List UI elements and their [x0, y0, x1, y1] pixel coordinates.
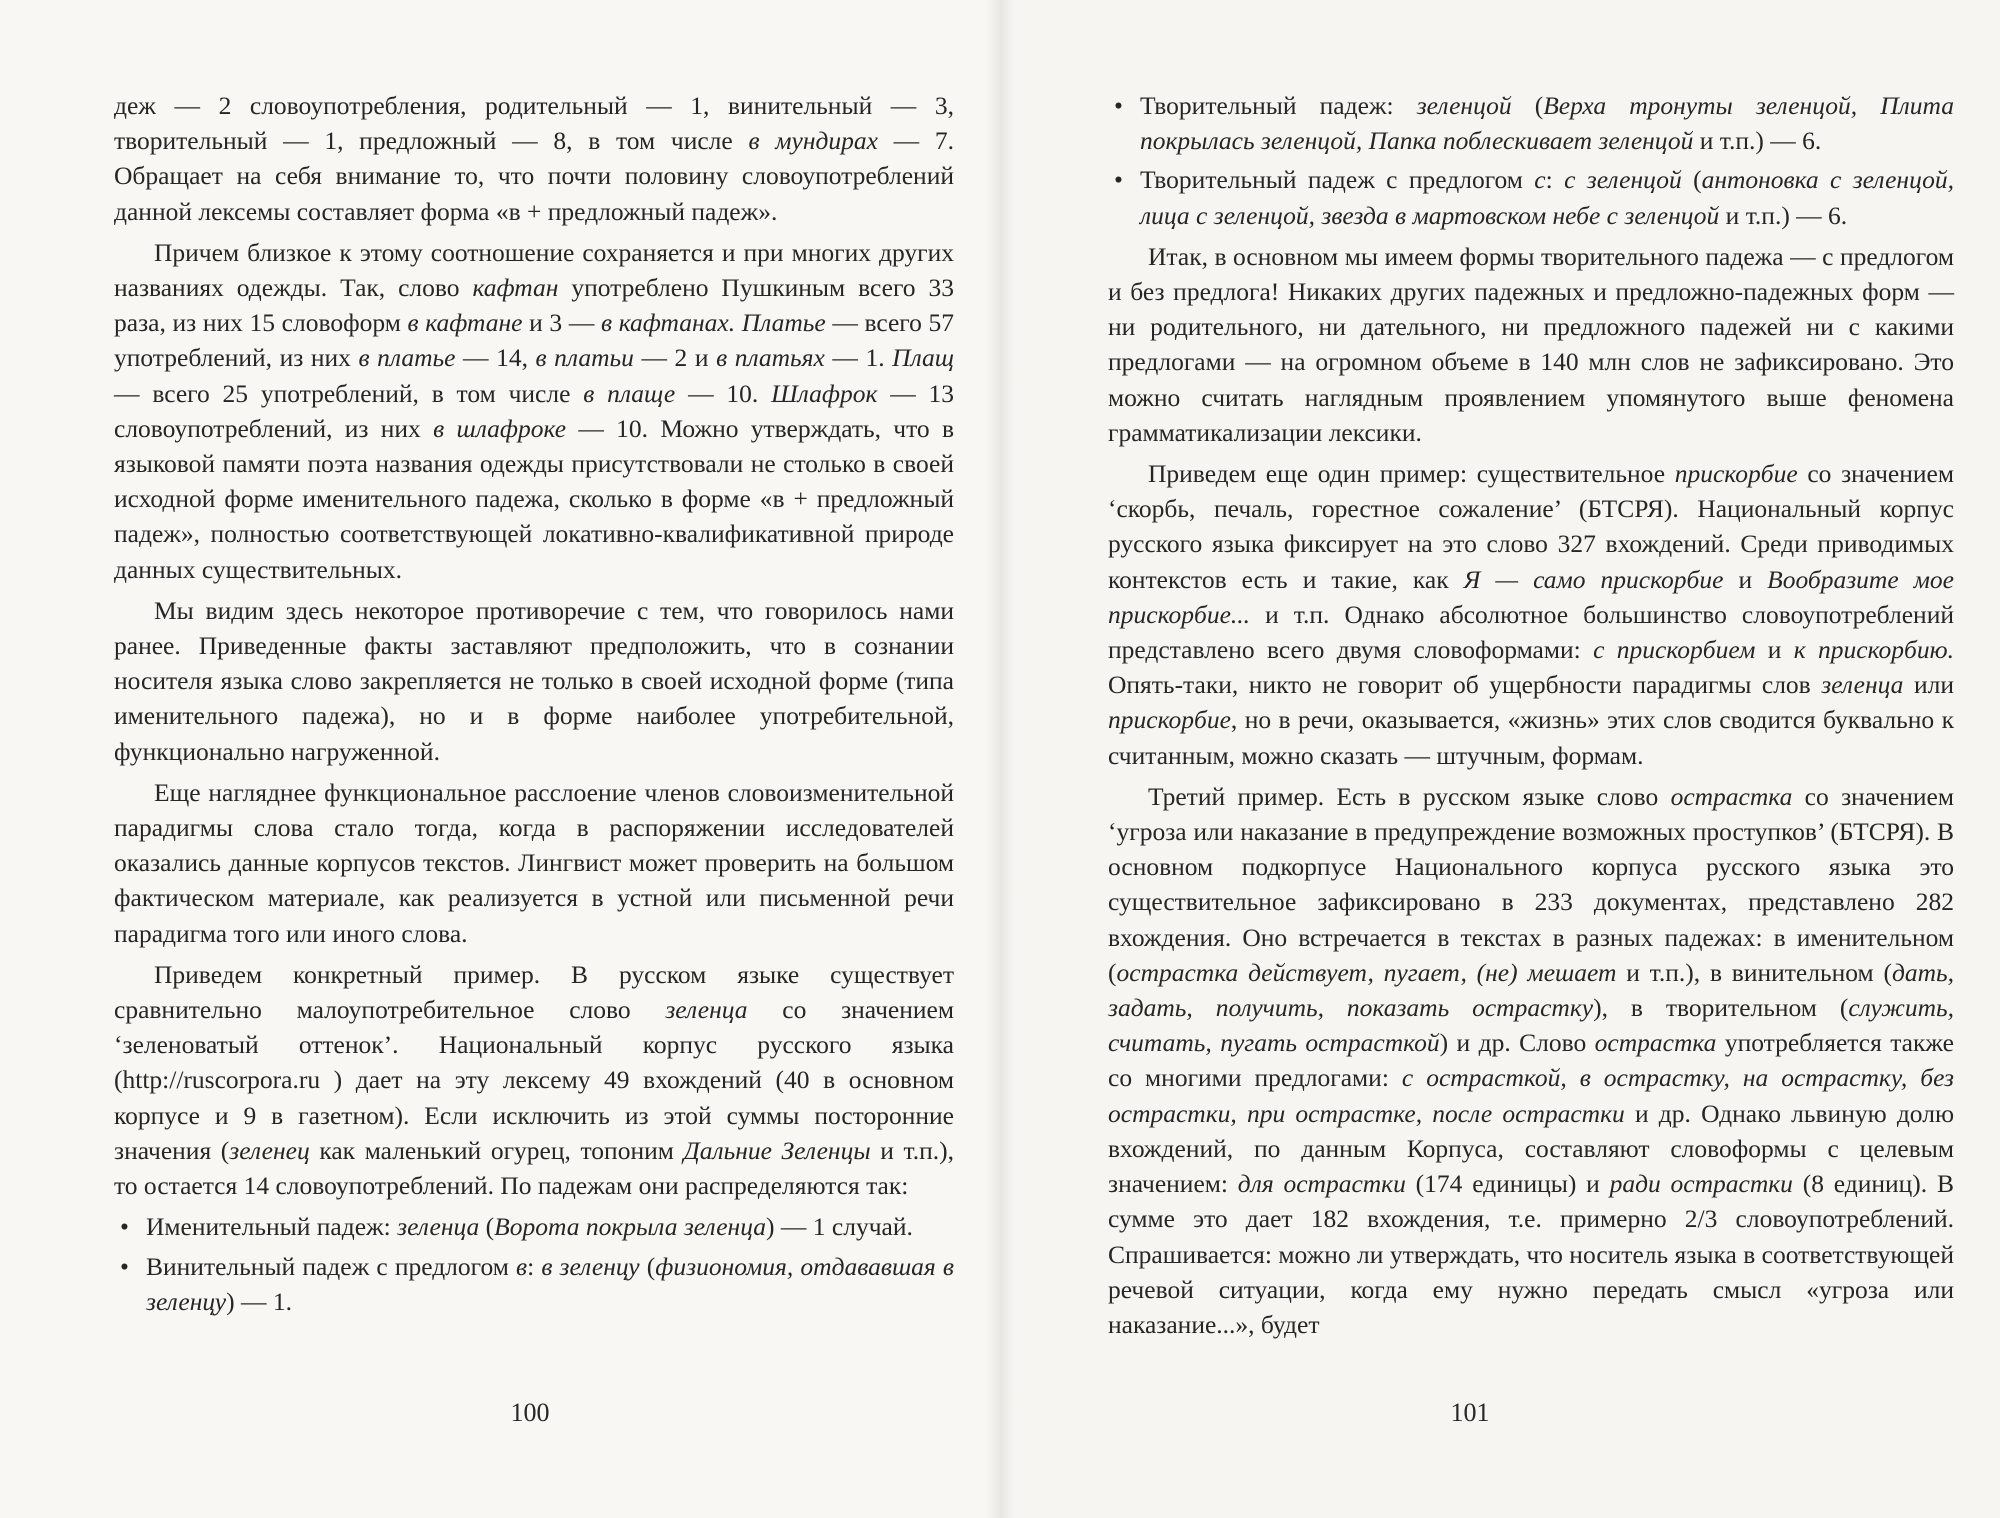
italic-phrase: в зеленцу — [541, 1251, 640, 1281]
italic-phrase: Ворота покрыла зеленца — [494, 1212, 767, 1242]
italic-phrase: зеленцой — [1416, 91, 1512, 120]
paragraph: Еще нагляднее функциональное расслоение членов словоизменительной парадигмы слова стало тогда, когда в распоряжении исследователей оказались данные корпусов текстов. Лингвист может проверить на большом фактическом материале, как реализуется в устной или письменной речи парадигма того или иного слова. — [114, 777, 954, 948]
italic-phrase: острастка — [1594, 1028, 1717, 1058]
bullet-icon: • — [1114, 165, 1123, 195]
italic-phrase: в плаще — [583, 378, 676, 408]
italic-phrase: в платье — [358, 343, 456, 373]
italic-phrase: прискорбие — [1108, 705, 1231, 735]
list-item: • Именительный падеж: зеленца (Ворота покрыла зеленца) — 1 случай. — [114, 1209, 954, 1244]
page-number-left: 100 — [510, 1398, 550, 1427]
italic-phrase: с зеленцой — [1564, 165, 1682, 195]
italic-phrase: кафтан — [472, 273, 559, 303]
italic-phrase: острастка — [1670, 781, 1793, 811]
italic-phrase: в кафтане — [407, 308, 523, 338]
bullet-list — [114, 1209, 954, 1319]
italic-phrase: к прискорбию. — [1793, 635, 1954, 665]
list-item: • Творительный падеж с предлогом с: с зеленцой (антоновка с зеленцой, лица с зеленцой, звезда в мартовском небе с зеленцой и т.п.) — 6. — [1108, 162, 1954, 232]
italic-phrase: для острастки — [1237, 1169, 1406, 1199]
bullet-icon: • — [120, 1212, 129, 1242]
paragraph: Причем близкое к этому соотношение сохраняется и при многих других названиях одежды. Так, слово кафтан употреблено Пушкиным всего 33 раза, из них 15 словоформ в кафтане и 3 — в кафтанах. Платье — всего 57 употреблений, из них в платье — 14, в платьи — 2 и в платьях — 1. Плащ — всего 25 употреблений, в том числе в плаще — 10. Шлафрок — 13 словоупотреблений, из них в шлафроке — 10. Можно утверждать, что в языковой памяти поэта названия одежды присутствовали не столько в своей исходной форме именительного падежа, сколько в форме «в + предложный падеж», полностью соответствующей локативно-квалификативной природе данных существительных. — [114, 237, 955, 584]
italic-phrase: Я — само прискорбие — [1463, 564, 1724, 594]
italic-phrase: Плащ — [892, 343, 955, 373]
italic-phrase: в — [516, 1251, 528, 1281]
bullet-icon: • — [120, 1251, 129, 1281]
paragraph: Приведем конкретный пример. В русском языке существует сравнительно малоупотребительное слово зеленца со значением ‘зеленоватый оттенок’. Национальный корпус русского языка (http://ruscorpora.ru ) дает на эту лексему 49 вхождений (40 в основном корпусе и 9 в газетном). Если исключить из этой суммы посторонние значения (зеленец как маленький огурец, топоним Дальние Зеленцы и т.п.), то остается 14 словоупотреблений. По падежам они распределяются так: — [114, 959, 954, 1201]
bullet-icon: • — [1114, 91, 1123, 120]
italic-phrase: Дальние Зеленцы — [683, 1135, 871, 1165]
right-page — [1000, 0, 2000, 1518]
italic-phrase: ради острастки — [1609, 1169, 1793, 1199]
italic-phrase: с прискорбием — [1593, 635, 1756, 665]
italic-phrase: с — [1534, 165, 1546, 195]
paragraph: Итак, в основном мы имеем формы творительного падежа — с предлогом и без предлога! Никаких других падежных и предложно-падежных форм — ни родительного, ни дательного, ни предложного падежей ни с какими предлогами — на огромном объеме в 140 млн слов не зафиксировано. Это можно считать наглядным проявлением упомянутого выше феномена грамматикализации лексики. — [1108, 241, 1954, 447]
right-page-text — [1108, 88, 1954, 1348]
paragraph: Мы видим здесь некоторое противоречие с тем, что говорилось нами ранее. Приведенные факты заставляют предположить, что в сознании носителя языка слово закрепляется не только в своей исходной форме (типа именительного падежа), но и в форме наиболее употребительной, функционально нагруженной. — [114, 595, 954, 766]
italic-phrase: острастка действует, пугает, (не) мешает — [1116, 957, 1617, 987]
italic-phrase: в платьях — [716, 343, 825, 373]
italic-phrase: зеленца — [1821, 670, 1904, 700]
italic-phrase: Шлафрок — [771, 378, 878, 408]
italic-phrase: дать, задать, получить, показать острастку — [1108, 957, 1954, 1023]
page-number-right: 101 — [1450, 1398, 1490, 1427]
italic-phrase: зеленца — [397, 1212, 480, 1242]
italic-phrase: прискорбие — [1674, 459, 1798, 489]
paragraph: деж — 2 словоупотребления, родительный — 1, винительный — 3, творительный — 1, предложный — 8, в том числе в мундирах — 7. Обращает на себя внимание то, что почти половину словоупотреблений данной лексемы составляет форма «в + предложный падеж». — [114, 91, 954, 226]
paragraph: Приведем еще один пример: существительное прискорбие со значением ‘скорбь, печаль, горестное сожаление’ (БТСРЯ). Национальный корпус русского языка фиксирует на это слово 327 вхождений. Среди приводимых контекстов есть и такие, как Я — само прискорбие и Вообразите мое прискорбие... и т.п. Однако абсолютное большинство словоупотреблений представлено всего двумя словоформами: с прискорбием и к прискорбию. Опять-таки, никто не говорит об ущербности парадигмы слов зеленца или прискорбие, но в речи, оказывается, «жизнь» этих слов сводится буквально к считанным, можно сказать — штучным, формам. — [1108, 459, 1954, 770]
list-item: • Творительный падеж: зеленцой (Верха тронуты зеленцой, Плита покрылась зеленцой, Папка поблескивает зеленцой и т.п.) — 6. — [1108, 88, 1954, 158]
italic-phrase: Верха тронуты зеленцой, Плита покрылась зеленцой, Папка поблескивает зеленцой — [1140, 91, 1954, 156]
italic-phrase: с острасткой, в острастку, на острастку, без острастки, при острастке, после острастки — [1108, 1063, 1954, 1128]
italic-phrase: Вообразите мое прискорбие... — [1108, 564, 1954, 629]
italic-phrase: в шлафроке — [433, 413, 567, 443]
italic-phrase: в кафтанах. Платье — [600, 308, 826, 338]
list-item: • Винительный падеж с предлогом в: в зеленцу (физиономия, отдававшая в зеленцу) — 1. — [114, 1249, 954, 1319]
bullet-list — [1108, 88, 1954, 233]
italic-phrase: физиономия, отдававшая в зеленцу — [146, 1251, 955, 1316]
italic-phrase: служить, считать, пугать острасткой — [1108, 993, 1955, 1058]
italic-phrase: зеленца — [665, 995, 748, 1025]
italic-phrase: антоновка с зеленцой, лица с зеленцой, звезда в мартовском небе с зеленцой — [1140, 165, 1955, 230]
italic-phrase: в платьи — [535, 343, 634, 373]
paragraph: Третий пример. Есть в русском языке слово острастка со значением ‘угроза или наказание в предупреждение возможных проступков’ (БТСРЯ). В основном подкорпусе Национального корпуса русского языка это существительное зафиксировано в 233 документах, представлено 282 вхождения. Оно встречается в текстах в разных падежах: в именительном (острастка действует, пугает, (не) мешает и т.п.), в винительном (дать, задать, получить, показать острастку), в творительном (служить, считать, пугать острасткой) и др. Слово острастка употребляется также со многими предлогами: с острасткой, в острастку, на острастку, без острастки, при острастке, после острастки и др. Однако львиную долю вхождений, по данным Корпуса, составляют словоформы с целевым значением: для острастки (174 единицы) и ради острастки (8 единиц). В сумме это дает 182 вхождения, т.е. примерно 2/3 словоупотреблений. Спрашивается: можно ли утверждать, что носитель языка в соответствующей речевой ситуации, когда ему нужно передать смысл «угроза или наказание...», будет — [1108, 781, 1955, 1339]
book-gutter-shadow — [985, 0, 1015, 1518]
left-page-text — [114, 88, 954, 1325]
italic-phrase: в мундирах — [748, 126, 878, 156]
italic-phrase: зеленец — [229, 1135, 310, 1165]
